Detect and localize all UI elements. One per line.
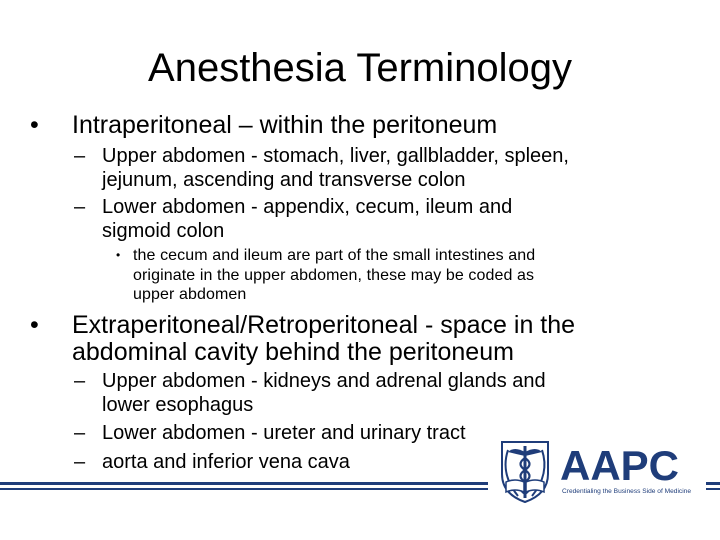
sub-bullet-line: lower esophagus xyxy=(102,393,254,416)
dash-marker: – xyxy=(74,196,86,218)
aapc-logo xyxy=(488,436,706,508)
bullet-text: Intraperitoneal – within the peritoneum xyxy=(72,111,498,139)
logo-tagline: Credentialing the Business Side of Medicine xyxy=(562,488,692,495)
caduceus-icon xyxy=(488,436,706,508)
dash-marker: – xyxy=(74,145,86,167)
sub-bullet-line: aorta and inferior vena cava xyxy=(102,451,350,473)
sub-bullet-line: Lower abdomen - ureter and urinary tract xyxy=(102,422,466,444)
dash-marker: – xyxy=(74,451,86,473)
bullet-dot: • xyxy=(116,248,121,262)
logo-wordmark: AAPC xyxy=(560,442,680,489)
sub-bullet-line: Upper abdomen - stomach, liver, gallbladder, spleen, xyxy=(102,145,569,167)
sub-bullet-line: Upper abdomen - kidneys and adrenal glands and xyxy=(102,370,546,392)
bullet-text: abdominal cavity behind the peritoneum xyxy=(72,338,514,366)
bullet-dot: • xyxy=(30,111,39,139)
note-line: originate in the upper abdomen, these may be coded as xyxy=(133,266,535,284)
sub-bullet-line: jejunum, ascending and transverse colon xyxy=(102,168,466,191)
bullet-text: Extraperitoneal/Retroperitoneal - space in the xyxy=(72,311,576,339)
note-line: upper abdomen xyxy=(133,286,247,303)
bullet-dot: • xyxy=(30,311,39,339)
sub-bullet-line: sigmoid colon xyxy=(102,219,225,242)
sub-bullet-line: Lower abdomen - appendix, cecum, ileum and xyxy=(102,196,513,218)
note-line: the cecum and ileum are part of the small intestines and xyxy=(133,247,536,264)
slide-title: Anesthesia Terminology xyxy=(148,46,572,90)
dash-marker: – xyxy=(74,422,86,444)
dash-marker: – xyxy=(74,370,86,392)
